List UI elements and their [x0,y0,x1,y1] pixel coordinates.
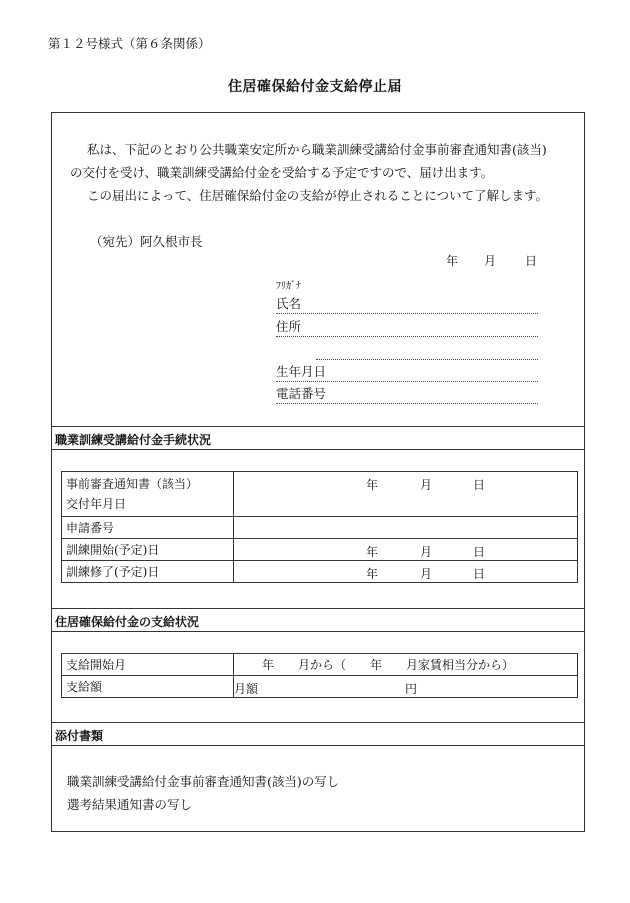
notice-date-day: 日 [473,478,486,492]
phone-label: 電話番号 [276,386,327,401]
divider [52,745,584,746]
address-label: 住所 [276,319,302,334]
training-end-value[interactable] [234,561,578,583]
divider [52,426,584,427]
notice-date-label-1: 事前審査通知書（該当） [66,477,199,491]
filing-date-month: 月 [484,254,497,268]
training-start-value[interactable] [234,539,578,561]
training-start-row [62,539,578,561]
procedure-table [61,471,578,583]
divider [52,722,584,723]
intro-line-2: の交付を受け、職業訓練受講給付金を受給する予定ですので、届け出ます。 [70,165,494,180]
name-field[interactable] [276,295,538,314]
address-field[interactable] [276,318,538,337]
training-end-row [62,561,578,583]
phone-field[interactable] [276,385,538,404]
intro-line-3: この届出によって、住居確保給付金の支給が停止されることについて了解します。 [87,188,549,203]
application-number-row [62,517,578,539]
procedure-heading: 職業訓練受講給付金手続状況 [55,433,212,447]
notice-date-value-cell[interactable] [234,472,578,517]
training-start-year: 年 [366,545,379,559]
application-number-label: 申請番号 [62,517,234,539]
birthdate-field[interactable] [276,363,538,382]
training-end-label: 訓練修了(予定)日 [62,561,234,583]
start-month-label: 支給開始月 [62,654,234,676]
notice-date-label-cell [62,472,234,517]
training-start-label: 訓練開始(予定)日 [62,539,234,561]
furigana-label: ﾌﾘｶﾞﾅ [276,281,301,292]
training-end-month: 月 [420,567,433,581]
notice-date-row [62,472,578,517]
divider [52,608,584,609]
document-title: 住居確保給付金支給停止届 [228,79,402,95]
monthly-label: 月額 [234,682,259,696]
yen-label: 円 [405,682,418,696]
divider [52,449,584,450]
filing-date-day: 日 [525,254,538,268]
intro-line-1: 私は、下記のとおり公共職業安定所から職業訓練受講給付金事前審査通知書(該当) [87,142,547,157]
filing-date-year: 年 [446,254,459,268]
attachments-heading: 添付書類 [55,729,104,743]
payment-table [61,653,578,698]
form-frame [51,112,585,832]
addressee: （宛先）阿久根市長 [90,234,203,249]
address-field-line-2[interactable] [316,341,538,360]
amount-row [62,676,578,698]
start-month-value[interactable]: 年 月から（ 年 月家賃相当分から） [234,654,578,676]
notice-date-label-2: 交付年月日 [66,497,127,511]
attachment-item: 選考結果通知書の写し [67,797,193,812]
training-end-year: 年 [366,567,379,581]
divider [52,631,584,632]
amount-value[interactable] [234,676,578,698]
notice-date-year: 年 [366,478,379,492]
name-label: 氏名 [276,296,302,311]
payment-heading: 住居確保給付金の支給状況 [55,615,200,629]
amount-label: 支給額 [62,676,234,698]
application-number-value[interactable] [234,517,578,539]
training-end-day: 日 [473,567,486,581]
form-number: 第１２号様式（第６条関係） [48,36,211,51]
attachment-item: 職業訓練受講給付金事前審査通知書(該当)の写し [67,774,340,789]
birthdate-label: 生年月日 [276,364,327,379]
training-start-day: 日 [473,545,486,559]
training-start-month: 月 [420,545,433,559]
start-month-row [62,654,578,676]
notice-date-month: 月 [420,478,433,492]
filing-date [52,252,584,268]
